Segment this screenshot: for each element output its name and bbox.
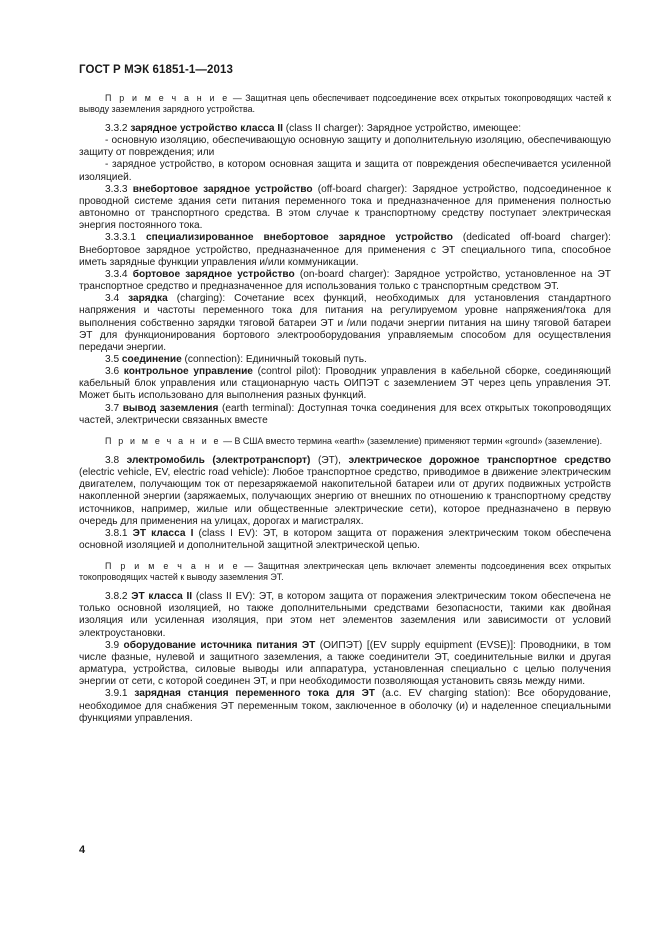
note-label: П р и м е ч а н и е	[105, 93, 230, 103]
term: вывод заземления	[122, 402, 219, 414]
clause-3-3-3	[79, 184, 611, 233]
clause-3-7	[79, 403, 611, 427]
page-body	[79, 93, 611, 725]
clause-3-4	[79, 293, 611, 354]
clause-number: 3.6	[105, 366, 124, 378]
page-header: ГОСТ Р МЭК 61851-1—2013	[79, 64, 233, 76]
term: электромобиль (электротранспорт)	[126, 454, 311, 466]
clause-3-6	[79, 366, 611, 402]
definition: (charging): Сочетание всех функций, необходимых для установления стандартного напряжения и частоты переменного тока для питания на регулируемом уровне напряжения/тока для выполнения собственно зарядки тяговой батареи ЭТ и /или подачи энергии питания на шину тяговой батареи ЭТ для функционирования бортового электрооборудования управляемым способом для осуществления передачи энергии.	[79, 293, 612, 353]
definition: (control pilot): Проводник управления в кабельной сборке, соединяющий кабельный блок управления или стационарную часть ОИПЭТ с заземлением ЭТ через цепь управления ЭТ. Может быть использовано для выполнения разных функций.	[79, 366, 611, 402]
clause-3-8	[79, 455, 611, 528]
term: специализированное внебортовое зарядное устройство	[145, 232, 453, 244]
term: ЭТ класса II	[131, 591, 193, 603]
term: зарядка	[128, 293, 168, 305]
note-protective-electric-circuit	[79, 561, 611, 583]
clause-number: 3.9	[105, 639, 124, 651]
clause-number: 3.9.1	[105, 688, 135, 700]
note-label: П р и м е ч а н и е	[105, 561, 240, 572]
definition: (off-board charger): Зарядное устройство, подсоединенное к проводной системе здания сети питания переменного тока и предназначенное для применения полностью автономно от транспортного средства. В этом случае к транспортному средству поступает электрическая энергия постоянного тока.	[79, 183, 611, 232]
definition: (a.c. EV charging station): Все оборудование, необходимое для снабжения ЭТ переменным током, заключенное в оболочку (и) и наделенное специальными функциями управления.	[79, 688, 611, 724]
definition: (class II charger): Зарядное устройство, имеющее:	[282, 123, 522, 134]
definition: (class II EV): ЭТ, в котором защита от поражения электрическим током обеспечена не только основной изоляцией, но также дополнительными средствами безопасности, такими как двойная изоляция или усиленная изоляция, при этом нет элементов заземления или зависимости от условий электроустановки.	[79, 591, 611, 639]
term: контрольное управление	[123, 366, 253, 378]
term: бортовое зарядное устройство	[132, 268, 295, 280]
definition: (on-board charger): Зарядное устройство, установленное на ЭТ транспортное средство и предназначенное для использования только с транспортным средством ЭТ.	[79, 268, 611, 293]
clause-3-3-2	[79, 123, 611, 135]
note-ground-term	[79, 436, 611, 447]
clause-3-3-4	[79, 269, 611, 293]
note-text: — Защитная цепь обеспечивает подсоединение всех открытых токопроводящих частей к выводу заземления зарядного устройства.	[79, 93, 611, 114]
clause-number: 3.3.3.1	[105, 232, 146, 244]
term: зарядное устройство класса II	[130, 123, 283, 134]
term: зарядная станция переменного тока для ЭТ	[134, 688, 375, 700]
list-item: - основную изоляцию, обеспечивающую основную защиту и дополнительную изоляцию, обеспечивающую защиту от повреждения; или	[79, 135, 611, 159]
clause-3-9-1	[79, 688, 611, 724]
clause-number: 3.4	[105, 293, 129, 305]
clause-3-8-1	[79, 528, 611, 552]
clause-number: 3.3.2	[105, 123, 131, 134]
clause-number: 3.3.3	[105, 183, 133, 195]
term: оборудование источника питания ЭТ	[123, 639, 316, 651]
clause-number: 3.8	[105, 454, 127, 466]
clause-number: 3.8.1	[105, 527, 133, 539]
clause-3-8-2	[79, 591, 611, 640]
definition: (ОИПЭТ) [(EV supply equipment (EVSE)]: Проводники, в том числе фазные, нулевой и защитного заземления, а также соединители ЭТ, соединительные вилки и другая арматура, устройства, силовые выводы или аппаратура, установленная специально с целью получения энергии от сети, с которой соединен ЭТ, и при необходимости позволяющая установить связь между ними.	[79, 639, 611, 688]
definition: (dedicated off-board charger): Внебортовое зарядное устройство, предназначенное для применения с ЭТ специального типа, способное иметь зарядные функции управления и/или коммуникации.	[79, 232, 611, 268]
note-text: — В США вместо термина «earth» (заземление) применяют термин «ground» (заземление).	[220, 435, 603, 446]
list-item: - зарядное устройство, в котором основная защита и защита от повреждения обеспечивается усиленной изоляцией.	[79, 159, 611, 183]
term: соединение	[121, 353, 182, 365]
term-alt: электрическое дорожное транспортное средство	[348, 454, 611, 466]
note-label: П р и м е ч а н и е	[105, 435, 221, 446]
clause-3-9	[79, 640, 611, 689]
clause-number: 3.7	[105, 402, 123, 414]
definition: (class I EV): ЭТ, в котором защита от поражения электрическим током обеспечена основной изоляцией и дополнительной защитной электрической цепью.	[79, 527, 611, 551]
clause-number: 3.5	[105, 353, 122, 365]
term-abbrev: (ЭТ),	[310, 454, 349, 466]
note-protective-circuit	[79, 93, 611, 115]
definition: (electric vehicle, EV, electric road vehicle): Любое транспортное средство, приводимое в движение электрическим двигателем, получающим ток от перезаряжаемой накопительной батареи или от других подвижных устройств накопленной энергии (заряжаемых, получающих энергию от внешних по отношению к транспортному средству источников, например, жилые или общественные электрические сети), которое предназначено в первую очередь для применения на улицах, дорогах и магистралях.	[79, 467, 611, 527]
term: ЭТ класса I	[132, 527, 194, 539]
clause-number: 3.8.2	[105, 591, 132, 603]
note-text: — Защитная электрическая цепь включает элементы подсоединения всех открытых токопроводящих частей к выводу заземления ЭТ.	[79, 561, 611, 583]
clause-3-3-3-1	[79, 232, 611, 268]
definition: (connection): Единичный токовый путь.	[181, 353, 367, 365]
term: внебортовое зарядное устройство	[132, 183, 313, 195]
clause-3-5	[79, 354, 611, 366]
page-number: 4	[79, 844, 86, 856]
clause-number: 3.3.4	[105, 268, 133, 280]
definition: (earth terminal): Доступная точка соединения для всех открытых токопроводящих частей, электрически связанных вместе	[79, 402, 612, 426]
